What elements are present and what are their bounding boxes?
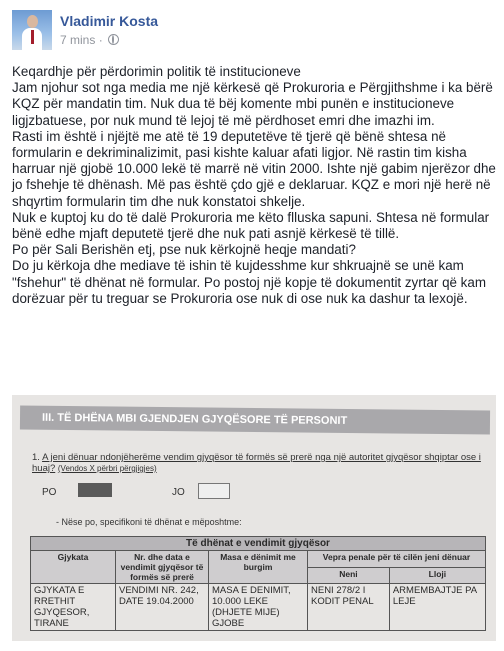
cell-penalty: MASA E DENIMIT, 10.000 LEKE (DHJETE MIJE) GJOBE bbox=[209, 584, 308, 631]
option-no-label: JO bbox=[172, 487, 185, 498]
option-yes-box bbox=[78, 483, 112, 497]
document-banner: III. TË DHËNA MBI GJENDJEN GJYQËSORE TË PERSONIT bbox=[20, 406, 490, 435]
cell-type: ARMEMBAJTJE PA LEJE bbox=[389, 584, 485, 631]
option-no-box bbox=[198, 483, 230, 499]
header-article: Neni bbox=[308, 567, 390, 584]
avatar[interactable] bbox=[12, 10, 52, 50]
post-paragraph: Rasti im është i njëjtë me atë të 19 deputetëve të tjerë që bënë shtesa në formularin e dekriminalizimit, pasi kishte kaluar afati ligjor. Në rastin tim kisha harruar një gjobë 10.000 lekë të marrë në vitin 2000. Ishte një gabim njerëzor dhe jo fshehje të dhënash. Më pas është çdo gjë e deklaruar. KQZ e mori një herë në shqyrtim formularin tim dhe nuk konstatoi shkelje. bbox=[12, 128, 496, 209]
header-penalty: Masa e dënimit me burgim bbox=[209, 551, 308, 584]
cell-date: VENDIMI NR. 242, DATE 19.04.2000 bbox=[116, 584, 209, 631]
post-text bbox=[12, 64, 496, 307]
post-header bbox=[12, 10, 492, 54]
post-paragraph: Keqardhje për përdorimin politik të institucioneve bbox=[12, 64, 301, 79]
author-name[interactable]: Vladimir Kosta bbox=[60, 13, 159, 29]
document-specify: - Nëse po, specifikoni të dhënat e mëposhtme: bbox=[56, 517, 242, 527]
court-decision-table bbox=[30, 536, 486, 631]
attached-document-photo[interactable] bbox=[12, 395, 496, 641]
header-court: Gjykata bbox=[31, 551, 116, 584]
post-paragraph: Po për Sali Berishën etj, pse nuk kërkojnë heqje mandati? bbox=[12, 242, 356, 258]
cell-article: NENI 278/2 I KODIT PENAL bbox=[308, 584, 390, 631]
table-row bbox=[31, 584, 486, 631]
post-paragraph: Nuk e kuptoj ku do të dalë Prokuroria me këto flluska sapuni. Shtesa në formular bënë edhe mjaft deputetë tjerë dhe nuk pati asnjë kërkesë të tillë. bbox=[12, 209, 490, 242]
header-date: Nr. dhe data e vendimit gjyqësor të formës së prerë bbox=[116, 551, 209, 584]
post-paragraph: Do ju kërkoja dhe mediave të ishin të kujdesshme kur shkruajnë se unë kam "fshehur" të dhënat në formular. Po postoj një kopje të dokumentit zyrtar që kam dorëzuar për tu treguar se Prokuroria ose nuk di ose nuk ka dashur ta lexojë. bbox=[12, 258, 486, 306]
table-title: Të dhënat e vendimit gjyqësor bbox=[31, 537, 486, 551]
cell-court: GJYKATA E RRETHIT GJYQESOR, TIRANE bbox=[31, 584, 116, 631]
header-type: Lloji bbox=[389, 567, 485, 584]
globe-icon[interactable] bbox=[108, 34, 119, 45]
post-time[interactable]: 7 mins bbox=[60, 33, 96, 47]
header-measures: Vepra penale për të cilën jeni dënuar bbox=[308, 551, 486, 568]
post-paragraph: Jam njohur sot nga media me një kërkesë që Prokuroria e Përgjithshme i ka bërë KQZ për mandatin tim. Nuk dua të bëj komente mbi punën e institucioneve ligjzbatuese, por nuk mund të lejoj të më përdhoset emri dhe imazhi im. bbox=[12, 80, 493, 128]
option-yes-label: PO bbox=[42, 487, 57, 498]
post-meta: 7 mins · bbox=[60, 33, 119, 47]
document-question: 1. A jeni dënuar ndonjëherëme vendim gjyqësor të formës së prerë nga një autoritet gjyqësor shqiptar ose i huaj? (Vendos X përbri përgjigjes) bbox=[32, 452, 481, 474]
